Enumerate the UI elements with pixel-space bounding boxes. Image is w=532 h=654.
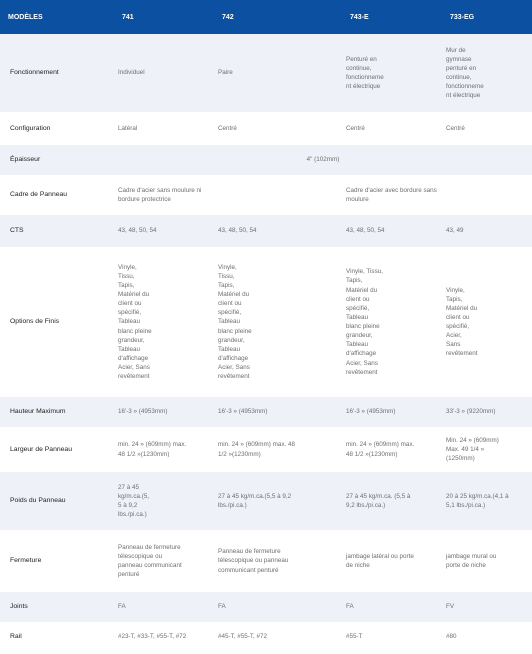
row-label: Joints — [0, 592, 114, 622]
row-label: Cadre de Panneau — [0, 175, 114, 215]
row-label: Configuration — [0, 112, 114, 145]
table-cell: 27 à 45 kg/m.ca.(5, 5 à 9,2 lbs./pi.ca.) — [114, 472, 214, 530]
table-cell-merged: Cadre d'acier avec bordure sans moulure — [342, 175, 532, 215]
table-cell: min. 24 » (609mm) max. 48 1/2 »(1230mm) — [114, 427, 214, 472]
table-row — [0, 397, 532, 427]
table-header — [0, 0, 532, 34]
table-cell: 27 à 45 kg/m.ca.(5,5 à 9,2 lbs./pi.ca.) — [214, 472, 342, 530]
table-cell: 27 à 45 kg/m.ca. (5,5 à 9,2 lbs./pi.ca.) — [342, 472, 442, 530]
row-label: CTS — [0, 215, 114, 247]
row-label: Largeur de Panneau — [0, 427, 114, 472]
table-cell-merged: 4" (102mm) — [114, 145, 532, 175]
table-cell: Panneau de fermeture télescopique ou panneau communicant penturé — [114, 530, 214, 592]
header-models: MODÈLES — [0, 0, 114, 34]
table-cell: Vinyle, Tissu, Tapis, Matériel du client ou spécifié, Tableau blanc pleine grandeur, Tableau d'affichage Acier, Sans revêtement — [214, 247, 342, 397]
table-cell: Centré — [214, 112, 342, 145]
table-row — [0, 145, 532, 175]
table-body — [0, 34, 532, 652]
row-label: Hauteur Maximum — [0, 397, 114, 427]
table-cell: Panneau de fermeture télescopique ou panneau communicant penturé — [214, 530, 342, 592]
table-row — [0, 215, 532, 247]
row-label: Options de Finis — [0, 247, 114, 397]
table-cell: min. 24 » (609mm) max. 48 1/2 »(1230mm) — [342, 427, 442, 472]
header-741: 741 — [114, 0, 214, 34]
table-row — [0, 247, 532, 397]
table-cell: 43, 48, 50, 54 — [342, 215, 442, 247]
header-733-eg: 733-EG — [442, 0, 532, 34]
table-cell: jambage mural ou porte de niche — [442, 530, 532, 592]
table-cell: 16'-3 » (4953mm) — [114, 397, 214, 427]
table-cell: 16'-3 » (4953mm) — [342, 397, 442, 427]
table-cell: Paire — [214, 34, 342, 112]
table-cell: Vinyle, Tissu, Tapis, Matériel du client ou spécifié, Tableau blanc pleine grandeur, Tableau d'affichage Acier, Sans revêtement — [114, 247, 214, 397]
row-label: Fermeture — [0, 530, 114, 592]
table-cell: Min. 24 » (609mm) Max. 49 1/4 » (1250mm) — [442, 427, 532, 472]
table-cell: #80 — [442, 622, 532, 652]
table-cell: jambage latéral ou porte de niche — [342, 530, 442, 592]
table-cell: 43, 48, 50, 54 — [214, 215, 342, 247]
table-cell: FA — [342, 592, 442, 622]
table-cell: min. 24 » (609mm) max. 48 1/2 »(1230mm) — [214, 427, 342, 472]
table-cell: Vinyle, Tapis, Matériel du client ou spécifié, Acier, Sans revêtement — [442, 247, 532, 397]
table-cell: Centré — [442, 112, 532, 145]
table-row — [0, 530, 532, 592]
table-cell: #23-T, #33-T, #55-T, #72 — [114, 622, 214, 652]
row-label: Épaisseur — [0, 145, 114, 175]
table-cell: Mur de gymnase penturé en continue, fonctionneme nt électrique — [442, 34, 532, 112]
table-cell: FA — [214, 592, 342, 622]
table-cell: Latéral — [114, 112, 214, 145]
table-cell: 16'-3 » (4953mm) — [214, 397, 342, 427]
table-row — [0, 622, 532, 652]
row-label: Poids du Panneau — [0, 472, 114, 530]
table-cell: Vinyle, Tissu, Tapis, Matériel du client ou spécifié, Tableau blanc pleine grandeur, Tableau d'affichage Acier, Sans revêtement — [342, 247, 442, 397]
table-cell: 43, 49 — [442, 215, 532, 247]
table-cell: Centré — [342, 112, 442, 145]
table-row — [0, 34, 532, 112]
table-row — [0, 175, 532, 215]
table-cell: 33'-3 » (9220mm) — [442, 397, 532, 427]
table-cell-merged: Cadre d'acier sans moulure ni bordure protectrice — [114, 175, 342, 215]
header-row — [0, 0, 532, 34]
table-cell: Penturé en continue, fonctionneme nt électrique — [342, 34, 442, 112]
table-cell: #55-T — [342, 622, 442, 652]
table-cell: Individuel — [114, 34, 214, 112]
table-cell: 43, 48, 50, 54 — [114, 215, 214, 247]
row-label: Fonctionnement — [0, 34, 114, 112]
table-cell: 20 à 25 kg/m.ca.(4,1 à 5,1 lbs./pi.ca.) — [442, 472, 532, 530]
header-742: 742 — [214, 0, 342, 34]
header-743-e: 743-E — [342, 0, 442, 34]
row-label: Rail — [0, 622, 114, 652]
table-row — [0, 427, 532, 472]
table-cell: FA — [114, 592, 214, 622]
table-cell: #45-T, #55-T, #72 — [214, 622, 342, 652]
table-row — [0, 472, 532, 530]
table-row — [0, 592, 532, 622]
table-row — [0, 112, 532, 145]
table-cell: FV — [442, 592, 532, 622]
